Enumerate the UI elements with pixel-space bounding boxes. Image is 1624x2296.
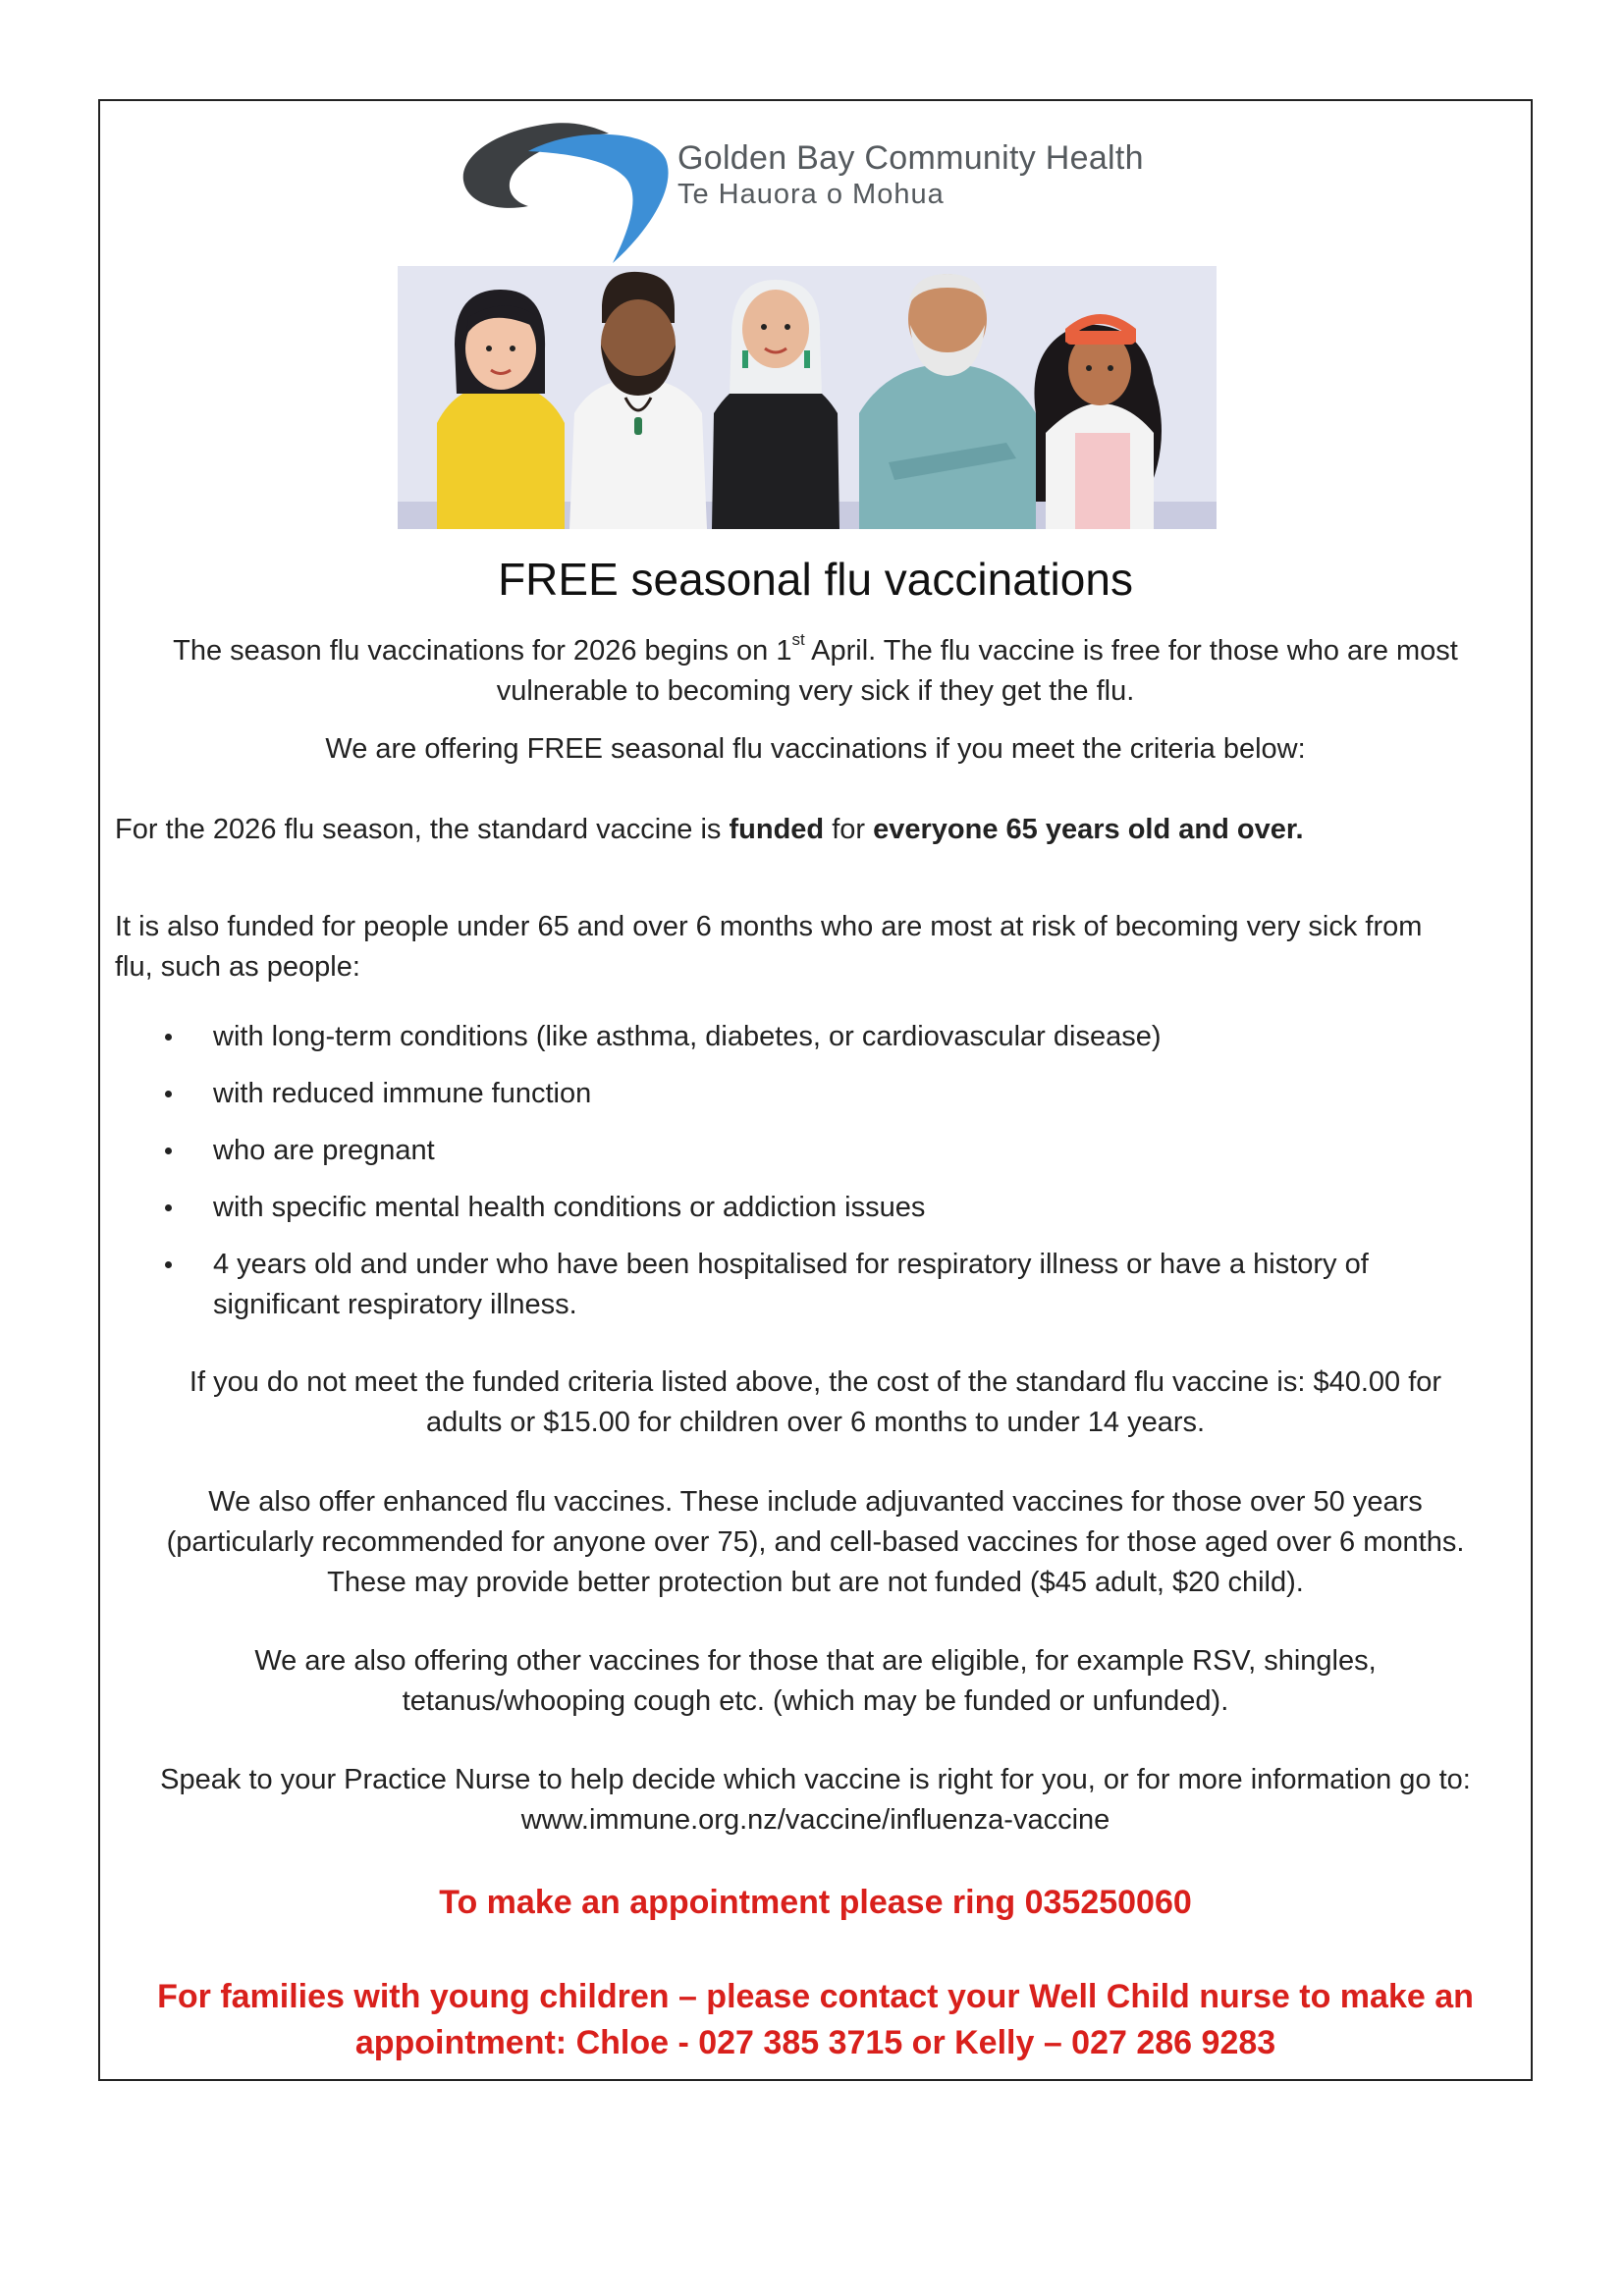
organization-maori-name: Te Hauora o Mohua (677, 179, 945, 210)
intro-line-1: The season flu vaccinations for 2026 begins on 1st April. The flu vaccine is free for those who are most (173, 630, 1458, 667)
risk-intro-line-1: It is also funded for people under 65 and over 6 months who are most at risk of becoming very sick from (115, 911, 1423, 942)
enhanced-line-3: These may provide better protection but are not funded ($45 adult, $20 child). (327, 1567, 1304, 1598)
enhanced-line-1: We also offer enhanced flu vaccines. These include adjuvanted vaccines for those over 50 years (208, 1486, 1423, 1518)
people-illustration (398, 266, 1217, 529)
families-contact-line-1: For families with young children – please contact your Well Child nurse to make an (157, 1978, 1474, 2015)
families-contact-line-2: appointment: Chloe - 027 385 3715 or Kelly – 027 286 9283 (354, 2024, 1276, 2061)
list-item: with long-term conditions (like asthma, diabetes, or cardiovascular disease) (157, 1017, 1369, 1057)
intro-line-2: vulnerable to becoming very sick if they get the flu. (496, 675, 1135, 707)
logo-swoosh-icon (460, 116, 676, 273)
organization-logo (460, 116, 1206, 273)
enhanced-line-2: (particularly recommended for anyone over 75), and cell-based vaccines for those aged over 6 months. (166, 1526, 1465, 1558)
cost-line-1: If you do not meet the funded criteria listed above, the cost of the standard flu vaccine is: $40.00 for (189, 1366, 1442, 1398)
bullet-icon (165, 1034, 172, 1041)
offer-line: We are offering FREE seasonal flu vaccinations if you meet the criteria below: (325, 733, 1306, 765)
immune-website-link[interactable]: www.immune.org.nz/vaccine/influenza-vaccine (520, 1804, 1110, 1836)
bullet-icon (165, 1148, 172, 1154)
bullet-icon (165, 1261, 172, 1268)
list-item: with specific mental health conditions or addiction issues (157, 1188, 1369, 1228)
page-title: FREE seasonal flu vaccinations (498, 554, 1133, 605)
risk-intro-line-2: flu, such as people: (115, 951, 360, 983)
cost-line-2: adults or $15.00 for children over 6 months to under 14 years. (425, 1407, 1206, 1438)
bullet-icon (165, 1091, 172, 1097)
other-vaccines-line-2: tetanus/whooping cough etc. (which may be funded or unfunded). (402, 1685, 1229, 1717)
list-item: 4 years old and under who have been hospitalised for respiratory illness or have a history of significant respiratory illness. (157, 1245, 1369, 1325)
nurse-info-line: Speak to your Practice Nurse to help decide which vaccine is right for you, or for more information go to: (160, 1764, 1471, 1795)
standard-funding-line: For the 2026 flu season, the standard vaccine is funded for everyone 65 years old and over. (115, 814, 1304, 845)
appointment-phone-line: To make an appointment please ring 035250060 (439, 1884, 1192, 1921)
other-vaccines-line-1: We are also offering other vaccines for those that are eligible, for example RSV, shingles, (254, 1645, 1377, 1677)
bullet-icon (165, 1204, 172, 1211)
list-item: with reduced immune function (157, 1074, 1369, 1114)
criteria-list (157, 1017, 1369, 1342)
list-item: who are pregnant (157, 1131, 1369, 1171)
organization-name: Golden Bay Community Health (677, 139, 1144, 177)
